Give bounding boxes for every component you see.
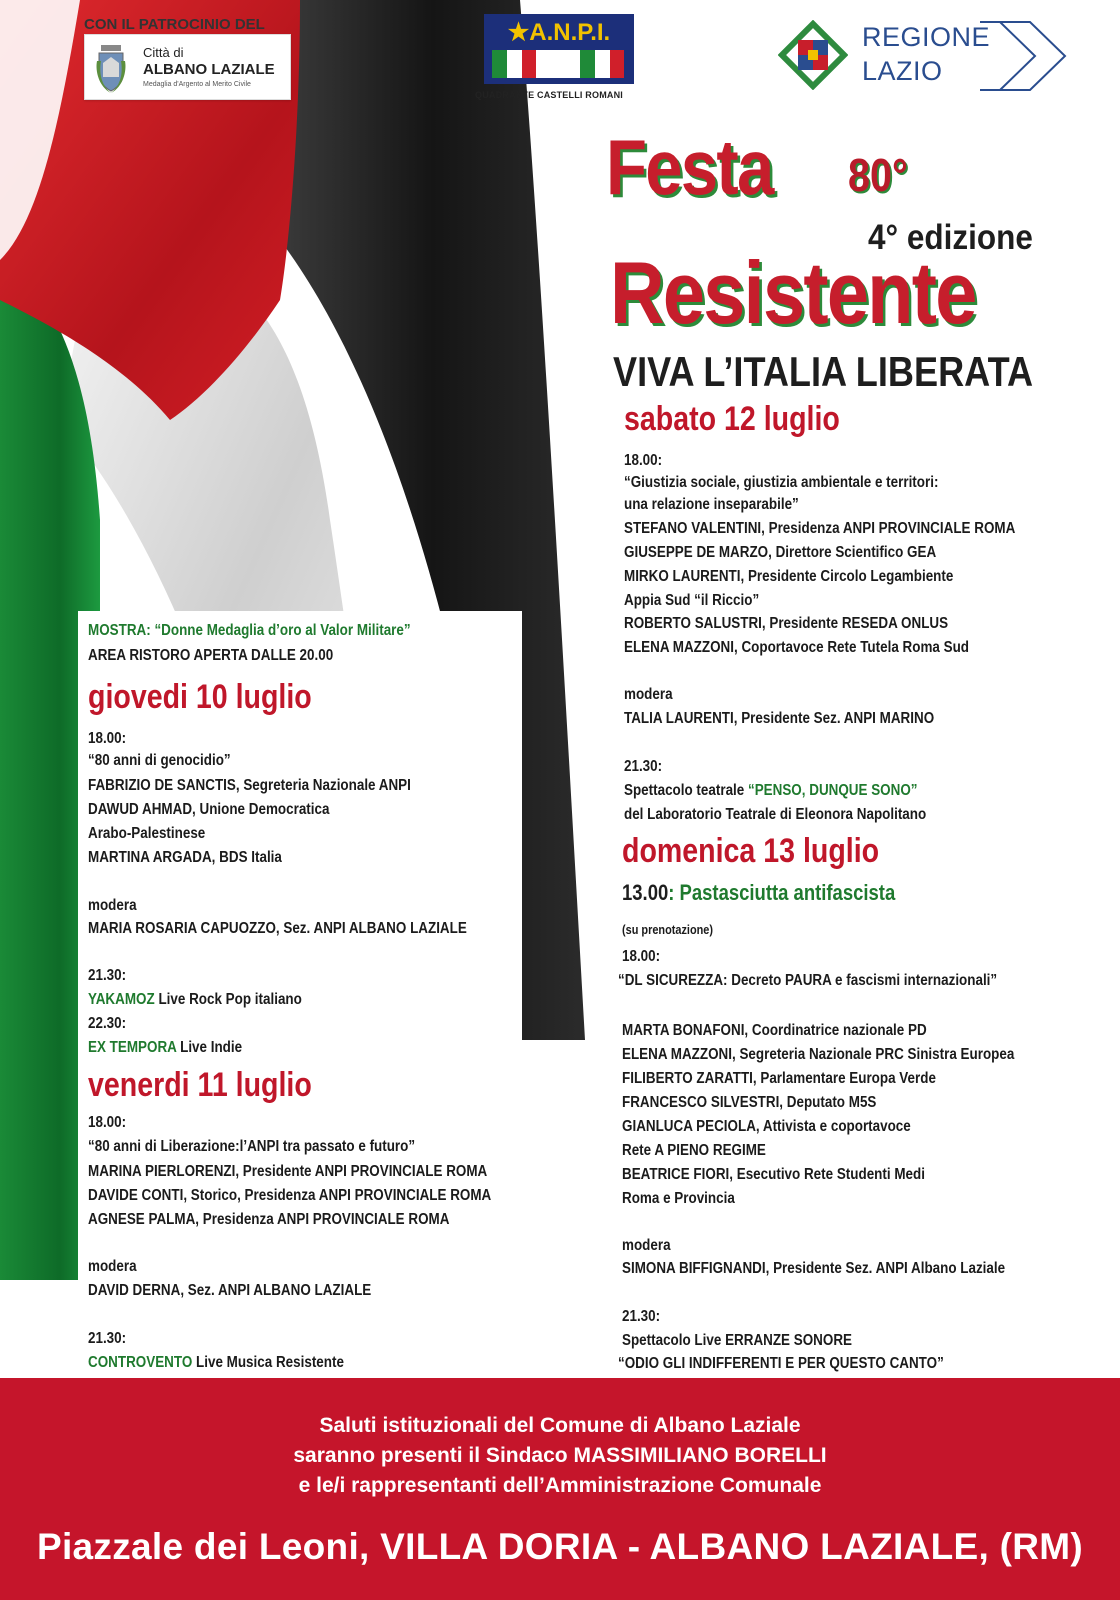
footer-venue: Piazzale dei Leoni, VILLA DORIA - ALBANO LAZIALE, (RM) [36, 1526, 1084, 1567]
saturday-show-by: del Laboratorio Teatrale di Eleonora Napolitano [624, 806, 927, 823]
sunday-speaker: Rete A PIENO REGIME [622, 1142, 766, 1159]
footer-greetings: Saluti istituzionali del Comune di Albano Laziale [319, 1414, 801, 1437]
friday-moderator: DAVID DERNA, Sez. ANPI ALBANO LAZIALE [88, 1282, 372, 1299]
saturday-speaker: MIRKO LAURENTI, Presidente Circolo Legambiente [624, 568, 954, 585]
band-desc: Live Musica Resistente [192, 1354, 344, 1371]
saturday-topic-line1: “Giustizia sociale, giustizia ambientale e territori: [624, 474, 939, 491]
day-heading-saturday: sabato 12 luglio [624, 400, 840, 438]
title-anniversary: 80° [848, 149, 908, 201]
day-heading-sunday: domenica 13 luglio [622, 832, 880, 870]
saturday-speaker: ELENA MAZZONI, Coportavoce Rete Tutela Roma Sud [624, 639, 969, 656]
thursday-topic: “80 anni di genocidio” [88, 752, 231, 769]
saturday-speaker: Appia Sud “il Riccio” [624, 592, 760, 609]
friday-speaker: MARINA PIERLORENZI, Presidente ANPI PROVINCIALE ROMA [88, 1163, 488, 1180]
lunch-label: : Pastasciutta antifascista [668, 880, 896, 905]
city-name-prefix: Città di [143, 45, 184, 60]
saturday-show [624, 782, 918, 800]
thursday-speaker: Arabo-Palestinese [88, 825, 206, 842]
regione-lazio-emblem-icon [778, 20, 848, 90]
food-area-notice: AREA RISTORO APERTA DALLE 20.00 [88, 647, 334, 664]
patronage-label: CON IL PATROCINIO DEL [84, 16, 265, 33]
show-title: “PENSO, DUNQUE SONO” [747, 782, 918, 799]
footer-mayor: saranno presenti il Sindaco MASSIMILIANO BORELLI [293, 1444, 827, 1467]
sunday-lunch [622, 880, 895, 906]
sunday-modera-label: modera [622, 1237, 671, 1254]
anpi-logo [484, 14, 634, 84]
thursday-speaker: DAWUD AHMAD, Unione Democratica [88, 801, 330, 818]
friday-concert [88, 1354, 344, 1372]
exhibition-title: “Donne Medaglia d’oro al Valor Militare” [154, 622, 411, 639]
thursday-concert-2 [88, 1039, 242, 1057]
title-festa: Festa [606, 123, 773, 211]
city-crest-icon [95, 41, 127, 93]
band-desc: Live Indie [176, 1039, 243, 1056]
show-prefix: Spettacolo teatrale [624, 782, 748, 799]
band-name: CONTROVENTO [88, 1354, 193, 1371]
region-logo-x-mark-icon [980, 20, 1070, 92]
band-desc: Live Rock Pop italiano [154, 991, 302, 1008]
saturday-time: 18.00: [624, 452, 663, 469]
friday-topic: “80 anni di Liberazione:l’ANPI tra passato e futuro” [88, 1138, 416, 1155]
city-medal-note: Medaglia d'Argento al Merito Civile [143, 81, 251, 88]
sunday-time-evening: 21.30: [622, 1308, 661, 1325]
thursday-time-evening: 21.30: [88, 967, 127, 984]
sunday-speaker: GIANLUCA PECIOLA, Attivista e coportavoce [622, 1118, 911, 1135]
title-resistente: Resistente [610, 243, 976, 342]
day-heading-thursday: giovedi 10 luglio [88, 678, 312, 716]
thursday-time: 18.00: [88, 730, 127, 747]
sunday-show-title: “ODIO GLI INDIFFERENTI E PER QUESTO CANTO” [618, 1355, 944, 1372]
saturday-speaker: GIUSEPPE DE MARZO, Direttore Scientifico GEA [624, 544, 937, 561]
city-name: ALBANO LAZIALE [143, 61, 275, 78]
thursday-speaker: FABRIZIO DE SANCTIS, Segreteria Nazionale ANPI [88, 777, 411, 794]
friday-modera-label: modera [88, 1258, 137, 1275]
sunday-speaker: FILIBERTO ZARATTI, Parlamentare Europa Verde [622, 1070, 936, 1087]
title-edition: 4° edizione [868, 218, 1033, 257]
saturday-moderator: TALIA LAURENTI, Presidente Sez. ANPI MARINO [624, 710, 935, 727]
thursday-speaker: MARTINA ARGADA, BDS Italia [88, 849, 282, 866]
region-name-line1: REGIONE [862, 22, 991, 52]
thursday-time-late: 22.30: [88, 1015, 127, 1032]
band-name: EX TEMPORA [88, 1039, 177, 1056]
friday-time-evening: 21.30: [88, 1330, 127, 1347]
friday-speaker: DAVIDE CONTI, Storico, Presidenza ANPI PROVINCIALE ROMA [88, 1187, 492, 1204]
anpi-name: ★A.N.P.I. [507, 19, 611, 46]
sunday-moderator: SIMONA BIFFIGNANDI, Presidente Sez. ANPI Albano Laziale [622, 1260, 1006, 1277]
saturday-time-evening: 21.30: [624, 758, 663, 775]
anpi-subtitle: QUADRANTE CASTELLI ROMANI [475, 90, 623, 100]
band-name: YAKAMOZ [88, 991, 155, 1008]
sunday-time: 18.00: [622, 948, 661, 965]
title-tagline: VIVA L’ITALIA LIBERATA [613, 348, 1034, 395]
saturday-modera-label: modera [624, 686, 673, 703]
region-name-line2: LAZIO [862, 56, 943, 86]
city-logo [84, 34, 291, 100]
friday-speaker: AGNESE PALMA, Presidenza ANPI PROVINCIALE ROMA [88, 1211, 450, 1228]
thursday-moderator: MARIA ROSARIA CAPUOZZO, Sez. ANPI ALBANO LAZIALE [88, 920, 467, 937]
exhibition-line [88, 622, 411, 640]
exhibition-label: MOSTRA: [88, 622, 151, 639]
thursday-concert-1 [88, 991, 302, 1009]
saturday-topic-line2: una relazione inseparabile” [624, 496, 799, 513]
saturday-speaker: STEFANO VALENTINI, Presidenza ANPI PROVINCIALE ROMA [624, 520, 1016, 537]
day-heading-friday: venerdi 11 luglio [88, 1066, 312, 1104]
sunday-speaker: ELENA MAZZONI, Segreteria Nazionale PRC Sinistra Europea [622, 1046, 1015, 1063]
sunday-show: Spettacolo Live ERRANZE SONORE [622, 1332, 853, 1349]
footer-administration: e le/i rappresentanti dell’Amministrazione Comunale [298, 1474, 822, 1497]
sunday-speaker: FRANCESCO SILVESTRI, Deputato M5S [622, 1094, 877, 1111]
sunday-topic: “DL SICUREZZA: Decreto PAURA e fascismi internazionali” [618, 972, 998, 989]
footer-banner [0, 1378, 1120, 1600]
sunday-speaker: MARTA BONAFONI, Coordinatrice nazionale PD [622, 1022, 927, 1039]
lunch-time: 13.00 [622, 880, 669, 905]
friday-time: 18.00: [88, 1114, 127, 1131]
sunday-speaker: BEATRICE FIORI, Esecutivo Rete Studenti Medi [622, 1166, 925, 1183]
saturday-speaker: ROBERTO SALUSTRI, Presidente RESEDA ONLUS [624, 615, 949, 632]
sunday-booking-note: (su prenotazione) [622, 922, 714, 937]
thursday-modera-label: modera [88, 897, 137, 914]
sunday-speaker: Roma e Provincia [622, 1190, 735, 1207]
